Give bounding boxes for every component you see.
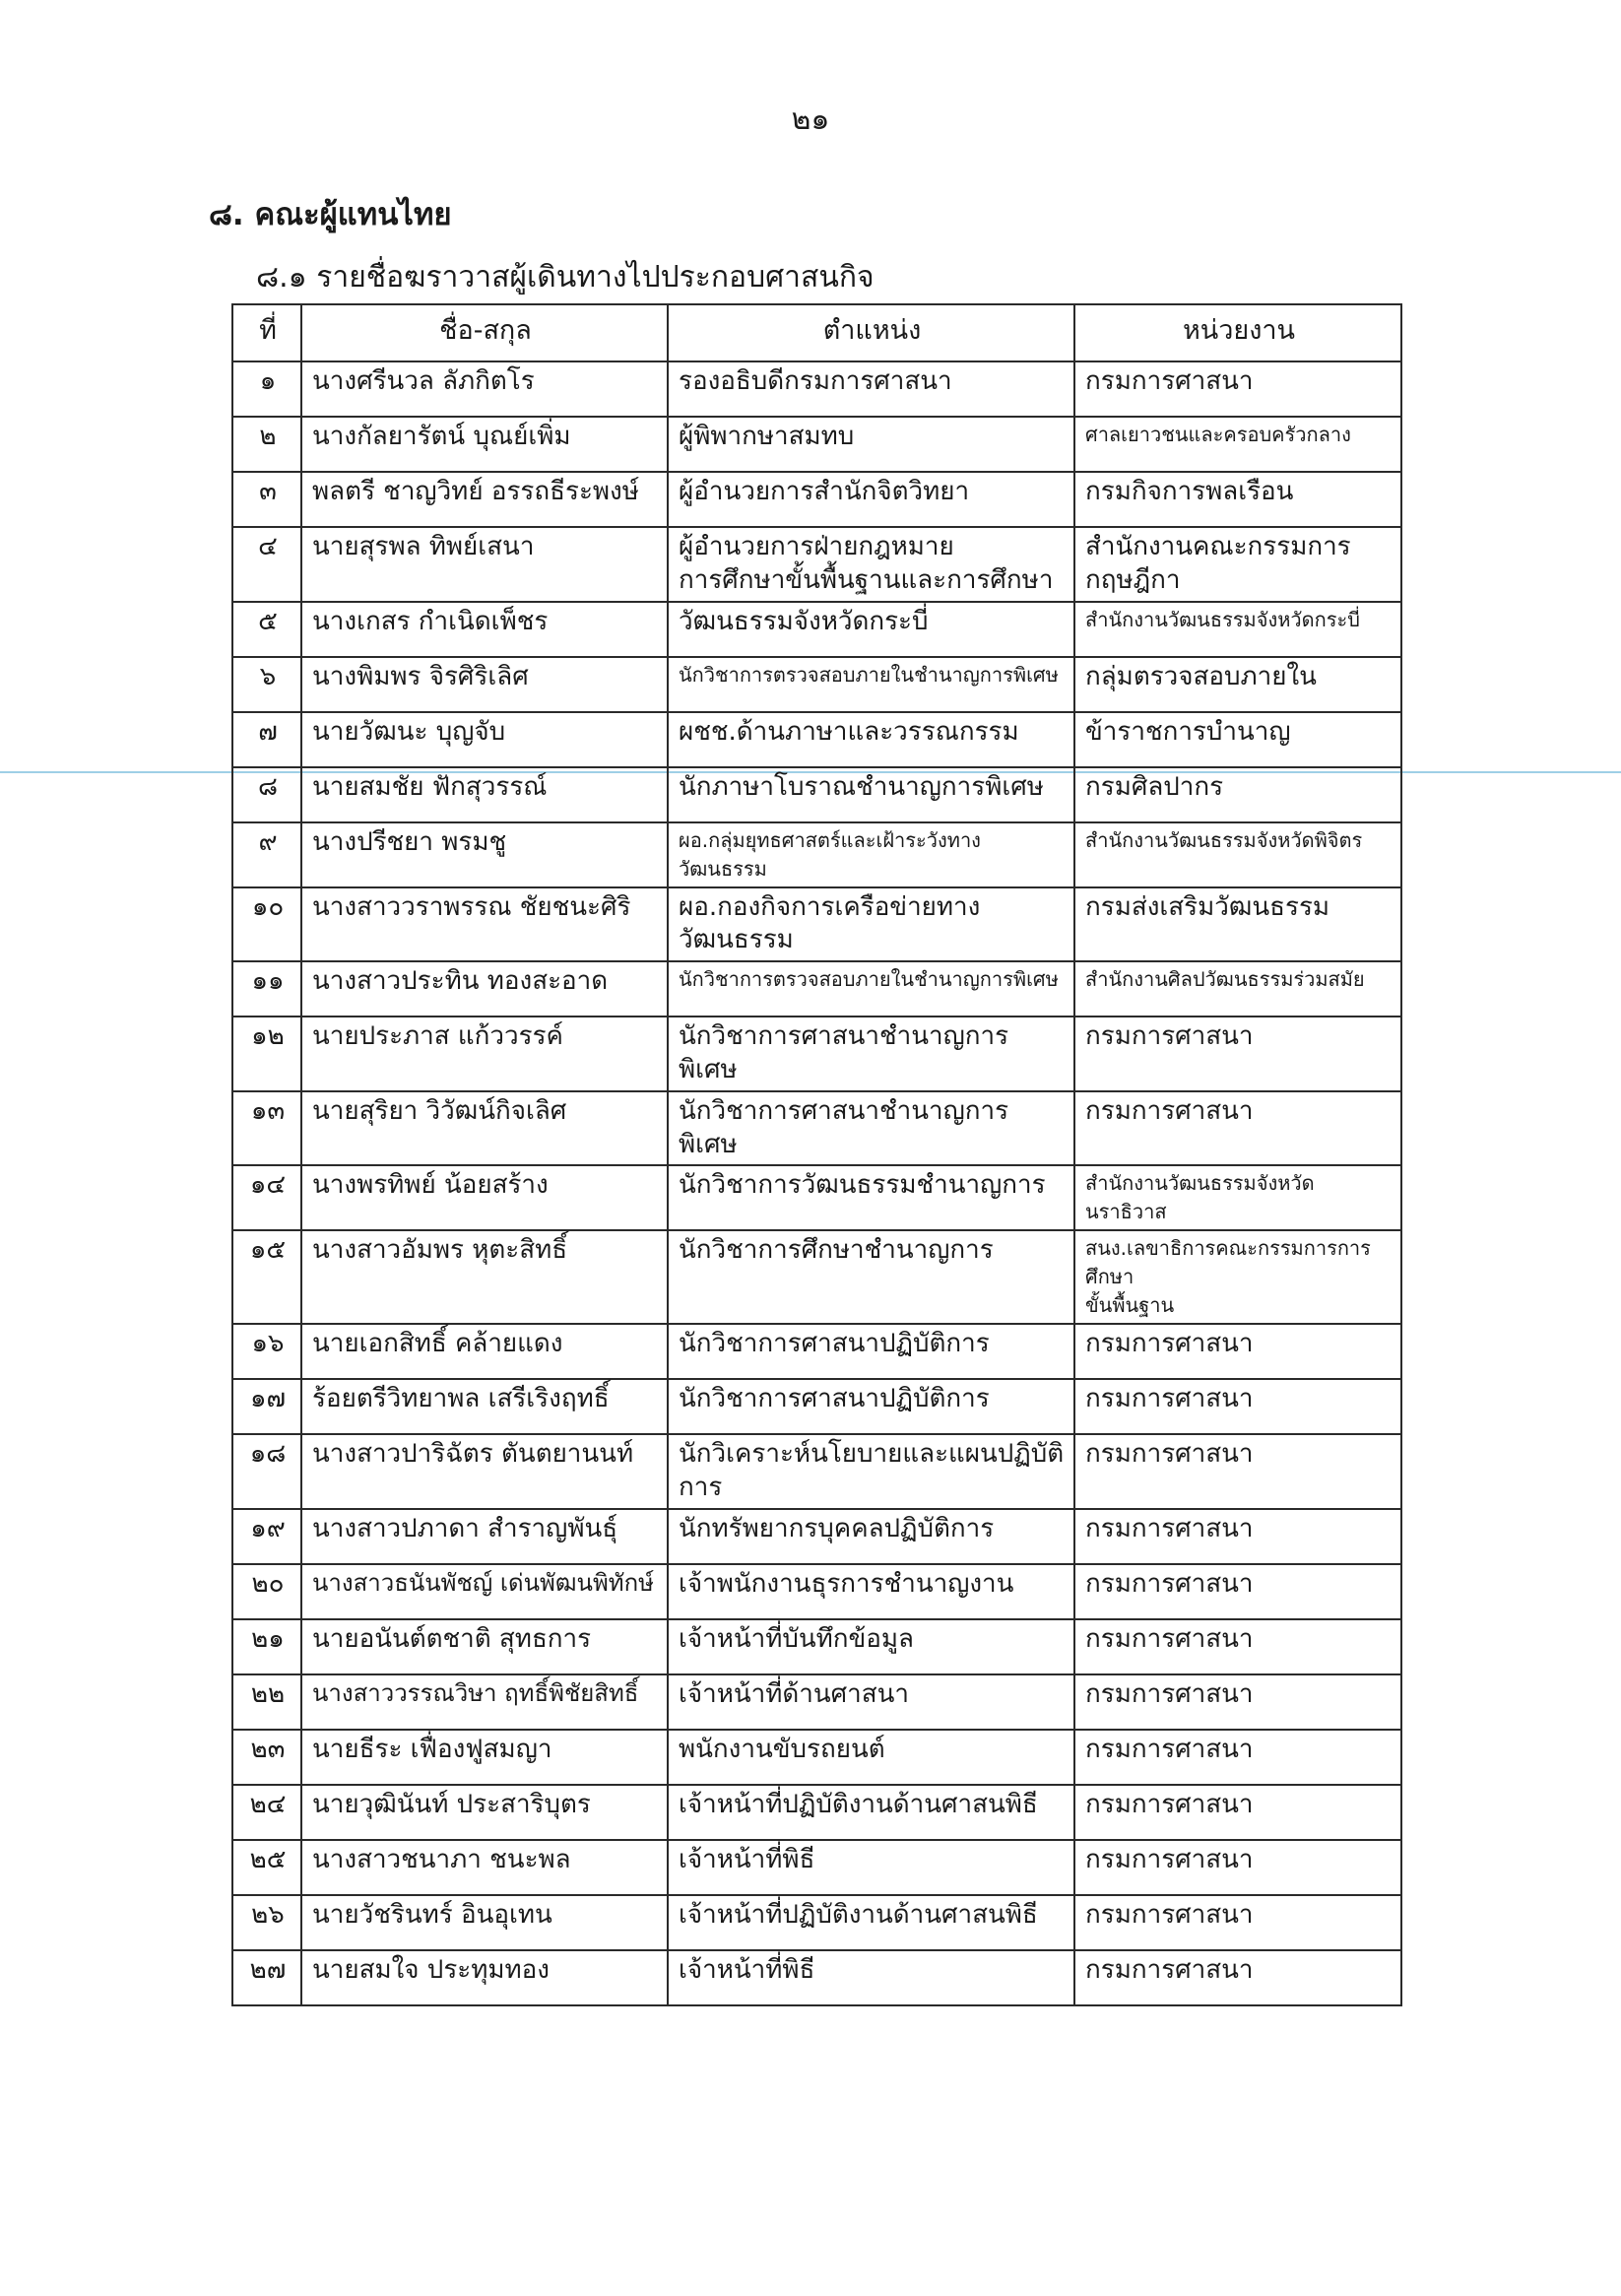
row-position: รองอธิบดีกรมการศาสนา — [668, 361, 1074, 417]
row-unit: กลุ่มตรวจสอบภายใน — [1074, 657, 1401, 712]
page-number: ๒๑ — [791, 102, 830, 137]
row-position: นักวิชาการศาสนาชำนาญการพิเศษ — [668, 1091, 1074, 1166]
row-position: เจ้าหน้าที่พิธี — [668, 1840, 1074, 1895]
row-number: ๙ — [232, 822, 301, 887]
row-name: นางสาวชนาภา ชนะพล — [301, 1840, 668, 1895]
row-name: นางสาวธนันพัชญ์ เด่นพัฒนพิทักษ์ — [301, 1564, 668, 1619]
header-unit: หน่วยงาน — [1074, 304, 1401, 361]
row-unit: กรมการศาสนา — [1074, 1950, 1401, 2005]
row-unit: กรมการศาสนา — [1074, 1379, 1401, 1434]
row-position: นักวิชาการวัฒนธรรมชำนาญการ — [668, 1165, 1074, 1230]
row-unit: สำนักงานวัฒนธรรมจังหวัดกระบี่ — [1074, 602, 1401, 657]
row-number: ๑๙ — [232, 1509, 301, 1564]
table-row — [232, 1230, 1401, 1324]
row-number: ๑๖ — [232, 1324, 301, 1379]
table-row — [232, 361, 1401, 417]
row-name: นายเอกสิทธิ์ คล้ายแดง — [301, 1324, 668, 1379]
table-row — [232, 1895, 1401, 1950]
row-position: ผอ.กองกิจการเครือข่ายทางวัฒนธรรม — [668, 887, 1074, 962]
row-position: เจ้าหน้าที่ด้านศาสนา — [668, 1674, 1074, 1730]
row-number: ๗ — [232, 712, 301, 767]
row-unit: สำนักงานวัฒนธรรมจังหวัดพิจิตร — [1074, 822, 1401, 887]
row-number: ๑๐ — [232, 887, 301, 962]
row-unit: กรมการศาสนา — [1074, 361, 1401, 417]
table-row — [232, 472, 1401, 527]
row-number: ๑๘ — [232, 1434, 301, 1509]
row-name: นายสมชัย ฟักสุวรรณ์ — [301, 767, 668, 822]
row-name: นางสาวปาริฉัตร ตันตยานนท์ — [301, 1434, 668, 1509]
row-position: ผู้พิพากษาสมทบ — [668, 417, 1074, 472]
row-unit: กรมการศาสนา — [1074, 1434, 1401, 1509]
row-unit: กรมการศาสนา — [1074, 1619, 1401, 1674]
row-unit: กรมการศาสนา — [1074, 1895, 1401, 1950]
header-name: ชื่อ-สกุล — [301, 304, 668, 361]
row-position: นักวิชาการศึกษาชำนาญการ — [668, 1230, 1074, 1324]
row-unit: กรมการศาสนา — [1074, 1017, 1401, 1091]
row-number: ๓ — [232, 472, 301, 527]
table-row — [232, 1840, 1401, 1895]
row-name: พลตรี ชาญวิทย์ อรรถธีระพงษ์ — [301, 472, 668, 527]
table-row — [232, 527, 1401, 602]
row-number: ๒๓ — [232, 1730, 301, 1785]
row-name: นายสมใจ ประทุมทอง — [301, 1950, 668, 2005]
row-position: นักทรัพยากรบุคคลปฏิบัติการ — [668, 1509, 1074, 1564]
row-unit: กรมการศาสนา — [1074, 1674, 1401, 1730]
table-row — [232, 1950, 1401, 2005]
row-number: ๘ — [232, 767, 301, 822]
row-name: นางสาวประทิน ทองสะอาด — [301, 961, 668, 1017]
row-number: ๑๕ — [232, 1230, 301, 1324]
row-name: นายสุรพล ทิพย์เสนา — [301, 527, 668, 602]
row-name: นางกัลยารัตน์ บุณย์เพิ่ม — [301, 417, 668, 472]
table-row — [232, 1564, 1401, 1619]
row-position: นักวิชาการตรวจสอบภายในชำนาญการพิเศษ — [668, 961, 1074, 1017]
row-name: นายวุฒินันท์ ประสาริบุตร — [301, 1785, 668, 1840]
table-row — [232, 1434, 1401, 1509]
row-number: ๒๗ — [232, 1950, 301, 2005]
row-unit: กรมศิลปากร — [1074, 767, 1401, 822]
row-number: ๒ — [232, 417, 301, 472]
delegation-table — [231, 303, 1402, 2006]
table-row — [232, 822, 1401, 887]
row-name: ร้อยตรีวิทยาพล เสรีเริงฤทธิ์ — [301, 1379, 668, 1434]
row-position: ผู้อำนวยการฝ่ายกฎหมาย การศึกษาขั้นพื้นฐานและการศึกษา — [668, 527, 1074, 602]
table-row — [232, 767, 1401, 822]
row-position: เจ้าพนักงานธุรการชำนาญงาน — [668, 1564, 1074, 1619]
row-unit: กรมการศาสนา — [1074, 1509, 1401, 1564]
row-position: ผชช.ด้านภาษาและวรรณกรรม — [668, 712, 1074, 767]
row-number: ๑ — [232, 361, 301, 417]
table-body — [232, 361, 1401, 2005]
table-row — [232, 1091, 1401, 1166]
row-number: ๒๑ — [232, 1619, 301, 1674]
row-name: นายสุริยา วิวัฒน์กิจเลิศ — [301, 1091, 668, 1166]
row-position: วัฒนธรรมจังหวัดกระบี่ — [668, 602, 1074, 657]
row-position: เจ้าหน้าที่พิธี — [668, 1950, 1074, 2005]
row-number: ๒๒ — [232, 1674, 301, 1730]
row-unit: กรมการศาสนา — [1074, 1324, 1401, 1379]
table-row — [232, 1730, 1401, 1785]
table-header-row — [232, 304, 1401, 361]
row-number: ๑๔ — [232, 1165, 301, 1230]
row-number: ๒๖ — [232, 1895, 301, 1950]
row-number: ๑๑ — [232, 961, 301, 1017]
row-name: นางสาววรรณวิษา ฤทธิ์พิชัยสิทธิ์ — [301, 1674, 668, 1730]
table-row — [232, 1324, 1401, 1379]
row-unit: สำนักงานคณะกรรมการ กฤษฎีกา — [1074, 527, 1401, 602]
row-unit: กรมการศาสนา — [1074, 1730, 1401, 1785]
row-name: นางเกสร กำเนิดเพ็ชร — [301, 602, 668, 657]
row-unit: ศาลเยาวชนและครอบครัวกลาง — [1074, 417, 1401, 472]
row-position: เจ้าหน้าที่บันทึกข้อมูล — [668, 1619, 1074, 1674]
row-number: ๖ — [232, 657, 301, 712]
row-position: นักภาษาโบราณชำนาญการพิเศษ — [668, 767, 1074, 822]
table-row — [232, 712, 1401, 767]
row-position: พนักงานขับรถยนต์ — [668, 1730, 1074, 1785]
row-name: นางพิมพร จิรศิริเลิศ — [301, 657, 668, 712]
row-number: ๔ — [232, 527, 301, 602]
row-position: นักวิชาการศาสนาปฏิบัติการ — [668, 1379, 1074, 1434]
row-name: นางสาววราพรรณ ชัยชนะศิริ — [301, 887, 668, 962]
row-name: นายวัฒนะ บุญจับ — [301, 712, 668, 767]
table-row — [232, 1509, 1401, 1564]
row-name: นายประภาส แก้ววรรค์ — [301, 1017, 668, 1091]
table-row — [232, 602, 1401, 657]
row-unit: กรมส่งเสริมวัฒนธรรม — [1074, 887, 1401, 962]
row-number: ๒๕ — [232, 1840, 301, 1895]
row-position: เจ้าหน้าที่ปฏิบัติงานด้านศาสนพิธี — [668, 1785, 1074, 1840]
row-position: นักวิชาการศาสนาชำนาญการพิเศษ — [668, 1017, 1074, 1091]
table-row — [232, 961, 1401, 1017]
subsection-heading: ๘.๑ รายชื่อฆราวาสผู้เดินทางไปประกอบศาสนกิจ — [256, 260, 875, 295]
row-number: ๕ — [232, 602, 301, 657]
section-heading: ๘. คณะผู้แทนไทย — [209, 197, 452, 232]
row-unit: สนง.เลขาธิการคณะกรรมการการศึกษา ขั้นพื้นฐาน — [1074, 1230, 1401, 1324]
table-row — [232, 1785, 1401, 1840]
row-unit: ข้าราชการบำนาญ — [1074, 712, 1401, 767]
row-position: นักวิชาการศาสนาปฏิบัติการ — [668, 1324, 1074, 1379]
row-position: นักวิชาการตรวจสอบภายในชำนาญการพิเศษ — [668, 657, 1074, 712]
header-no: ที่ — [232, 304, 301, 361]
row-name: นายอนันต์ตชาติ สุทธการ — [301, 1619, 668, 1674]
row-position: นักวิเคราะห์นโยบายและแผนปฏิบัติการ — [668, 1434, 1074, 1509]
row-name: นายธีระ เฟื่องฟูสมญา — [301, 1730, 668, 1785]
row-name: นางพรทิพย์ น้อยสร้าง — [301, 1165, 668, 1230]
row-name: นางสาวปภาดา สำราญพันธุ์ — [301, 1509, 668, 1564]
table-row — [232, 1619, 1401, 1674]
row-unit: กรมกิจการพลเรือน — [1074, 472, 1401, 527]
table-row — [232, 417, 1401, 472]
row-position: ผู้อำนวยการสำนักจิตวิทยา — [668, 472, 1074, 527]
table-row — [232, 657, 1401, 712]
row-name: นายวัชรินทร์ อินอุเทน — [301, 1895, 668, 1950]
row-unit: กรมการศาสนา — [1074, 1840, 1401, 1895]
row-unit: สำนักงานศิลปวัฒนธรรมร่วมสมัย — [1074, 961, 1401, 1017]
table-row — [232, 1017, 1401, 1091]
row-number: ๑๒ — [232, 1017, 301, 1091]
header-position: ตำแหน่ง — [668, 304, 1074, 361]
table-row — [232, 1674, 1401, 1730]
table-row — [232, 887, 1401, 962]
row-position: เจ้าหน้าที่ปฏิบัติงานด้านศาสนพิธี — [668, 1895, 1074, 1950]
row-name: นางปรีชยา พรมชู — [301, 822, 668, 887]
row-name: นางศรีนวล ลัภกิตโร — [301, 361, 668, 417]
row-unit: กรมการศาสนา — [1074, 1785, 1401, 1840]
row-position: ผอ.กลุ่มยุทธศาสตร์และเฝ้าระวังทางวัฒนธรรม — [668, 822, 1074, 887]
row-name: นางสาวอัมพร หุตะสิทธิ์ — [301, 1230, 668, 1324]
row-number: ๒๔ — [232, 1785, 301, 1840]
row-number: ๑๗ — [232, 1379, 301, 1434]
table-row — [232, 1379, 1401, 1434]
row-unit: กรมการศาสนา — [1074, 1564, 1401, 1619]
row-number: ๒๐ — [232, 1564, 301, 1619]
table-row — [232, 1165, 1401, 1230]
row-unit: กรมการศาสนา — [1074, 1091, 1401, 1166]
row-unit: สำนักงานวัฒนธรรมจังหวัดนราธิวาส — [1074, 1165, 1401, 1230]
row-number: ๑๓ — [232, 1091, 301, 1166]
